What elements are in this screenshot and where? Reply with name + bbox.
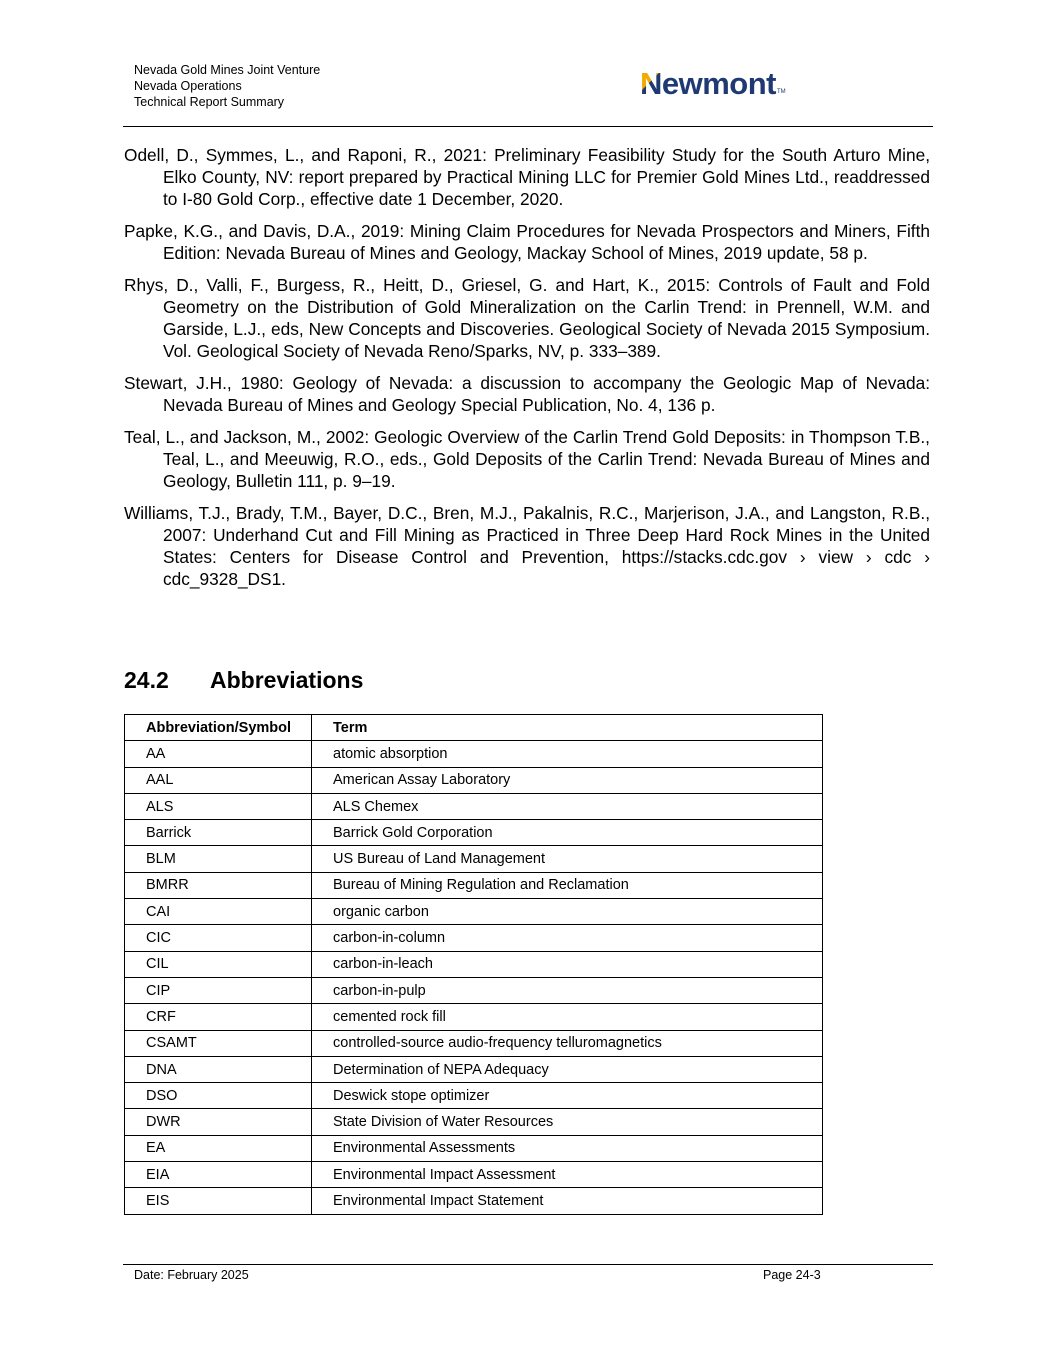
table-row bbox=[125, 793, 823, 819]
footer-page-number: Page 24-3 bbox=[763, 1268, 821, 1282]
term-cell: American Assay Laboratory bbox=[312, 767, 823, 793]
reference-entry: Williams, T.J., Brady, T.M., Bayer, D.C., Bren, M.J., Pakalnis, R.C., Marjerison, J.A., and Langston, R.B., 2007: Underhand Cut and Fill Mining as Practiced in Three Deep Hard Rock Mines in the United States: Centers for Disease Control and Prevention, https://stacks.cdc.gov › view › cdc › cdc_9328_DS1. bbox=[124, 503, 930, 589]
table-row bbox=[125, 1109, 823, 1135]
table-row bbox=[125, 1030, 823, 1056]
abbreviation-cell: EIA bbox=[125, 1162, 312, 1188]
header-line-company: Nevada Gold Mines Joint Venture bbox=[134, 63, 321, 77]
abbreviation-cell: CAI bbox=[125, 899, 312, 925]
header-line-operations: Nevada Operations bbox=[134, 79, 242, 93]
abbreviations-table bbox=[124, 714, 823, 1215]
reference-entry: Odell, D., Symmes, L., and Raponi, R., 2021: Preliminary Feasibility Study for the South Arturo Mine, Elko County, NV: report prepared by Practical Mining LLC for Premier Gold Mines Ltd., readdressed to I-80 Gold Corp., effective date 1 December, 2020. bbox=[124, 145, 930, 209]
term-cell: Environmental Assessments bbox=[312, 1135, 823, 1161]
header-line-report: Technical Report Summary bbox=[134, 95, 285, 109]
table-row bbox=[125, 820, 823, 846]
newmont-logo bbox=[640, 66, 786, 102]
term-cell: controlled-source audio-frequency telluromagnetics bbox=[312, 1030, 823, 1056]
section-heading bbox=[124, 664, 363, 696]
abbreviation-cell: BMRR bbox=[125, 872, 312, 898]
term-cell: carbon-in-column bbox=[312, 925, 823, 951]
abbreviation-cell: CIC bbox=[125, 925, 312, 951]
column-header-term: Term bbox=[312, 715, 823, 741]
term-cell: carbon-in-pulp bbox=[312, 977, 823, 1003]
footer-divider bbox=[123, 1264, 933, 1265]
abbreviation-cell: AAL bbox=[125, 767, 312, 793]
table-row bbox=[125, 977, 823, 1003]
term-cell: Determination of NEPA Adequacy bbox=[312, 1056, 823, 1082]
reference-entry: Stewart, J.H., 1980: Geology of Nevada: a discussion to accompany the Geologic Map of Nevada: Nevada Bureau of Mines and Geology Special Publication, No. 4, 136 p. bbox=[124, 373, 930, 415]
abbreviation-cell: BLM bbox=[125, 846, 312, 872]
reference-entry: Papke, K.G., and Davis, D.A., 2019: Mining Claim Procedures for Nevada Prospectors and Miners, Fifth Edition: Nevada Bureau of Mines and Geology, Mackay School of Mines, 2019 update, 58 p. bbox=[124, 221, 930, 263]
reference-entry: Rhys, D., Valli, F., Burgess, R., Heitt, D., Griesel, G. and Hart, K., 2015: Controls of Fault and Fold Geometry on the Distribution of Gold Mineralization on the Carlin Trend: in Prennell, W.M. and Garside, L.J., eds, New Concepts and Discoveries. Geological Society of Nevada 2015 Symposium. Vol. Geological Society of Nevada Reno/Sparks, NV, p. 333–389. bbox=[124, 275, 930, 361]
abbreviation-cell: Barrick bbox=[125, 820, 312, 846]
table-row bbox=[125, 767, 823, 793]
logo-text: Newmont bbox=[640, 66, 777, 101]
term-cell: atomic absorption bbox=[312, 741, 823, 767]
abbreviation-cell: EA bbox=[125, 1135, 312, 1161]
table-row bbox=[125, 846, 823, 872]
abbreviation-cell: CRF bbox=[125, 1004, 312, 1030]
logo-wordmark bbox=[640, 66, 776, 102]
section-title-text: Abbreviations bbox=[210, 667, 364, 693]
table-row bbox=[125, 925, 823, 951]
abbreviation-cell: DSO bbox=[125, 1083, 312, 1109]
abbreviation-cell: DNA bbox=[125, 1056, 312, 1082]
term-cell: Bureau of Mining Regulation and Reclamation bbox=[312, 872, 823, 898]
section-number: 24.2 bbox=[124, 667, 169, 693]
abbreviation-cell: CIL bbox=[125, 951, 312, 977]
table-header-row bbox=[125, 715, 823, 741]
term-cell: organic carbon bbox=[312, 899, 823, 925]
term-cell: cemented rock fill bbox=[312, 1004, 823, 1030]
table-row bbox=[125, 1083, 823, 1109]
abbreviation-cell: DWR bbox=[125, 1109, 312, 1135]
header-divider bbox=[123, 126, 933, 127]
report-header bbox=[134, 62, 320, 110]
table-row bbox=[125, 1056, 823, 1082]
reference-entry: Teal, L., and Jackson, M., 2002: Geologic Overview of the Carlin Trend Gold Deposits: in Thompson T.B., Teal, L., and Meeuwig, R.O., eds., Gold Deposits of the Carlin Trend: Nevada Bureau of Mines and Geology, Bulletin 111, p. 9–19. bbox=[124, 427, 930, 491]
table-row bbox=[125, 1188, 823, 1214]
term-cell: Barrick Gold Corporation bbox=[312, 820, 823, 846]
table-row bbox=[125, 872, 823, 898]
table-row bbox=[125, 951, 823, 977]
reference-list bbox=[124, 144, 930, 600]
abbreviation-cell: EIS bbox=[125, 1188, 312, 1214]
table-row bbox=[125, 899, 823, 925]
term-cell: Environmental Impact Assessment bbox=[312, 1162, 823, 1188]
table-row bbox=[125, 1162, 823, 1188]
table-row bbox=[125, 741, 823, 767]
logo-trademark: TM bbox=[777, 89, 786, 95]
abbreviation-cell: CIP bbox=[125, 977, 312, 1003]
abbreviation-cell: ALS bbox=[125, 793, 312, 819]
column-header-abbreviation: Abbreviation/Symbol bbox=[125, 715, 312, 741]
term-cell: ALS Chemex bbox=[312, 793, 823, 819]
term-cell: Deswick stope optimizer bbox=[312, 1083, 823, 1109]
term-cell: Environmental Impact Statement bbox=[312, 1188, 823, 1214]
table-row bbox=[125, 1135, 823, 1161]
abbreviation-cell: AA bbox=[125, 741, 312, 767]
footer-date: Date: February 2025 bbox=[134, 1268, 249, 1282]
term-cell: State Division of Water Resources bbox=[312, 1109, 823, 1135]
term-cell: US Bureau of Land Management bbox=[312, 846, 823, 872]
abbreviation-cell: CSAMT bbox=[125, 1030, 312, 1056]
term-cell: carbon-in-leach bbox=[312, 951, 823, 977]
table-row bbox=[125, 1004, 823, 1030]
